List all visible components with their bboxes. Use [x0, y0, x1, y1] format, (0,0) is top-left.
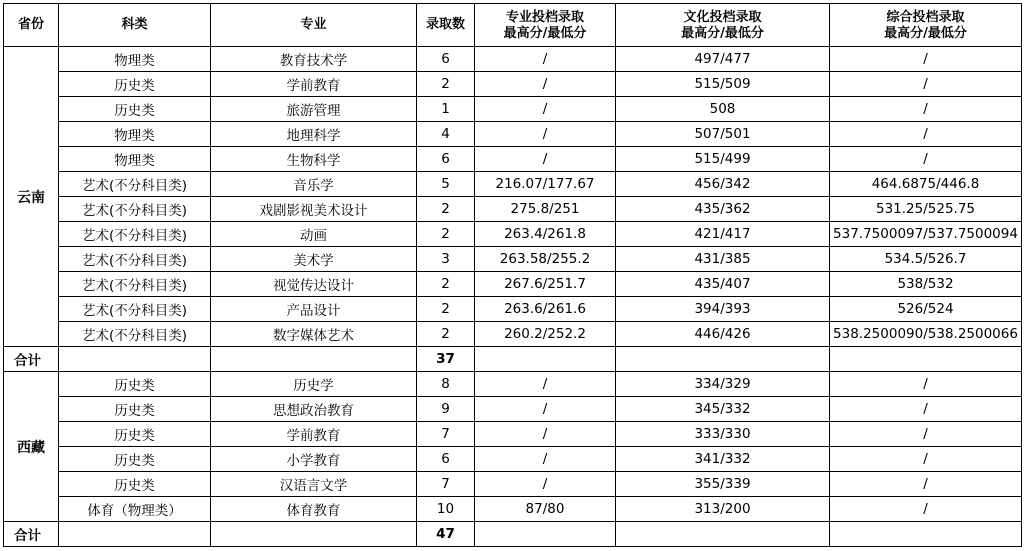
header-professional-score [475, 4, 616, 47]
combined-score-cell: / [830, 122, 1022, 147]
total-empty-cell [211, 522, 417, 547]
category-cell: 艺术(不分科目类) [59, 247, 211, 272]
major-cell: 动画 [211, 222, 417, 247]
major-cell: 旅游管理 [211, 97, 417, 122]
total-label: 合计 [4, 347, 59, 372]
professional-score-cell: / [475, 122, 616, 147]
category-cell: 历史类 [59, 422, 211, 447]
total-empty-cell [59, 347, 211, 372]
table-row [4, 197, 1022, 222]
header-category: 科类 [59, 4, 211, 47]
professional-score-cell: 275.8/251 [475, 197, 616, 222]
count-cell: 5 [417, 172, 475, 197]
cultural-score-cell: 431/385 [616, 247, 830, 272]
category-cell: 艺术(不分科目类) [59, 197, 211, 222]
major-cell: 地理科学 [211, 122, 417, 147]
header-combined-score [830, 4, 1022, 47]
header-combined-line1: 综合投档录取 [886, 10, 965, 25]
cultural-score-cell: 341/332 [616, 447, 830, 472]
count-cell: 8 [417, 372, 475, 397]
table-row [4, 47, 1022, 72]
professional-score-cell: 263.6/261.6 [475, 297, 616, 322]
count-cell: 6 [417, 47, 475, 72]
count-cell: 6 [417, 447, 475, 472]
count-cell: 1 [417, 97, 475, 122]
header-professional-line1: 专业投档录取 [505, 10, 584, 25]
major-cell: 体育教育 [211, 497, 417, 522]
combined-score-cell: / [830, 422, 1022, 447]
professional-score-cell: 263.4/261.8 [475, 222, 616, 247]
count-cell: 7 [417, 472, 475, 497]
combined-score-cell: / [830, 47, 1022, 72]
combined-score-cell: / [830, 372, 1022, 397]
combined-score-cell: / [830, 397, 1022, 422]
count-cell: 2 [417, 222, 475, 247]
professional-score-cell: / [475, 472, 616, 497]
header-major: 专业 [211, 4, 417, 47]
cultural-score-cell: 394/393 [616, 297, 830, 322]
cultural-score-cell: 313/200 [616, 497, 830, 522]
header-professional-line2: 最高分/最低分 [503, 26, 587, 41]
professional-score-cell: / [475, 47, 616, 72]
table-row [4, 472, 1022, 497]
category-cell: 体育（物理类） [59, 497, 211, 522]
count-cell: 2 [417, 72, 475, 97]
category-cell: 艺术(不分科目类) [59, 297, 211, 322]
professional-score-cell: 263.58/255.2 [475, 247, 616, 272]
professional-score-cell: / [475, 422, 616, 447]
professional-score-cell: / [475, 397, 616, 422]
professional-score-cell: / [475, 97, 616, 122]
cultural-score-cell: 355/339 [616, 472, 830, 497]
cultural-score-cell: 333/330 [616, 422, 830, 447]
category-cell: 艺术(不分科目类) [59, 222, 211, 247]
professional-score-cell: 260.2/252.2 [475, 322, 616, 347]
total-empty-cell [475, 347, 616, 372]
table-row [4, 222, 1022, 247]
major-cell: 思想政治教育 [211, 397, 417, 422]
combined-score-cell: / [830, 497, 1022, 522]
professional-score-cell: / [475, 447, 616, 472]
cultural-score-cell: 446/426 [616, 322, 830, 347]
total-label: 合计 [4, 522, 59, 547]
category-cell: 物理类 [59, 122, 211, 147]
table-row [4, 372, 1022, 397]
table-body [4, 47, 1022, 547]
table-row [4, 272, 1022, 297]
category-cell: 艺术(不分科目类) [59, 172, 211, 197]
total-empty-cell [59, 522, 211, 547]
count-cell: 2 [417, 197, 475, 222]
total-empty-cell [830, 347, 1022, 372]
header-combined-line2: 最高分/最低分 [884, 26, 967, 41]
count-cell: 6 [417, 147, 475, 172]
major-cell: 生物科学 [211, 147, 417, 172]
table-row [4, 497, 1022, 522]
table-row [4, 72, 1022, 97]
category-cell: 历史类 [59, 372, 211, 397]
total-empty-cell [830, 522, 1022, 547]
category-cell: 艺术(不分科目类) [59, 322, 211, 347]
cultural-score-cell: 508 [616, 97, 830, 122]
total-row [4, 522, 1022, 547]
total-empty-cell [475, 522, 616, 547]
combined-score-cell: 526/524 [830, 297, 1022, 322]
combined-score-cell: / [830, 72, 1022, 97]
category-cell: 艺术(不分科目类) [59, 272, 211, 297]
table-row [4, 172, 1022, 197]
total-count: 47 [417, 522, 475, 547]
major-cell: 教育技术学 [211, 47, 417, 72]
cultural-score-cell: 497/477 [616, 47, 830, 72]
major-cell: 历史学 [211, 372, 417, 397]
cultural-score-cell: 515/499 [616, 147, 830, 172]
major-cell: 视觉传达设计 [211, 272, 417, 297]
table-row [4, 247, 1022, 272]
cultural-score-cell: 507/501 [616, 122, 830, 147]
header-count: 录取数 [417, 4, 475, 47]
cultural-score-cell: 435/362 [616, 197, 830, 222]
table-row [4, 397, 1022, 422]
admission-table [3, 3, 1022, 547]
category-cell: 历史类 [59, 97, 211, 122]
category-cell: 历史类 [59, 447, 211, 472]
total-empty-cell [211, 347, 417, 372]
cultural-score-cell: 456/342 [616, 172, 830, 197]
header-province: 省份 [4, 4, 59, 47]
combined-score-cell: / [830, 147, 1022, 172]
cultural-score-cell: 421/417 [616, 222, 830, 247]
table-row [4, 97, 1022, 122]
combined-score-cell: 464.6875/446.8 [830, 172, 1022, 197]
count-cell: 2 [417, 297, 475, 322]
count-cell: 7 [417, 422, 475, 447]
major-cell: 学前教育 [211, 72, 417, 97]
cultural-score-cell: 345/332 [616, 397, 830, 422]
combined-score-cell: 537.7500097/537.7500094 [830, 222, 1022, 247]
major-cell: 戏剧影视美术设计 [211, 197, 417, 222]
combined-score-cell: 531.25/525.75 [830, 197, 1022, 222]
count-cell: 9 [417, 397, 475, 422]
province-cell: 云南 [4, 47, 59, 347]
table-row [4, 322, 1022, 347]
total-row [4, 347, 1022, 372]
major-cell: 学前教育 [211, 422, 417, 447]
total-count: 37 [417, 347, 475, 372]
combined-score-cell: 534.5/526.7 [830, 247, 1022, 272]
professional-score-cell: / [475, 147, 616, 172]
major-cell: 产品设计 [211, 297, 417, 322]
header-cultural-line1: 文化投档录取 [683, 10, 762, 25]
total-empty-cell [616, 522, 830, 547]
province-cell: 西藏 [4, 372, 59, 522]
category-cell: 历史类 [59, 397, 211, 422]
professional-score-cell: 267.6/251.7 [475, 272, 616, 297]
major-cell: 美术学 [211, 247, 417, 272]
professional-score-cell: / [475, 372, 616, 397]
header-row [4, 4, 1022, 47]
category-cell: 物理类 [59, 47, 211, 72]
cultural-score-cell: 334/329 [616, 372, 830, 397]
category-cell: 历史类 [59, 472, 211, 497]
combined-score-cell: / [830, 97, 1022, 122]
combined-score-cell: / [830, 447, 1022, 472]
major-cell: 小学教育 [211, 447, 417, 472]
category-cell: 历史类 [59, 72, 211, 97]
combined-score-cell: 538.2500090/538.2500066 [830, 322, 1022, 347]
professional-score-cell: / [475, 72, 616, 97]
major-cell: 音乐学 [211, 172, 417, 197]
table-row [4, 147, 1022, 172]
count-cell: 4 [417, 122, 475, 147]
major-cell: 数字媒体艺术 [211, 322, 417, 347]
count-cell: 2 [417, 322, 475, 347]
total-empty-cell [616, 347, 830, 372]
table-row [4, 122, 1022, 147]
professional-score-cell: 87/80 [475, 497, 616, 522]
combined-score-cell: / [830, 472, 1022, 497]
table-row [4, 297, 1022, 322]
cultural-score-cell: 515/509 [616, 72, 830, 97]
header-cultural-score [616, 4, 830, 47]
major-cell: 汉语言文学 [211, 472, 417, 497]
table-row [4, 447, 1022, 472]
cultural-score-cell: 435/407 [616, 272, 830, 297]
table-row [4, 422, 1022, 447]
count-cell: 3 [417, 247, 475, 272]
header-cultural-line2: 最高分/最低分 [681, 26, 764, 41]
category-cell: 物理类 [59, 147, 211, 172]
count-cell: 2 [417, 272, 475, 297]
combined-score-cell: 538/532 [830, 272, 1022, 297]
professional-score-cell: 216.07/177.67 [475, 172, 616, 197]
table-header [4, 4, 1022, 47]
count-cell: 10 [417, 497, 475, 522]
